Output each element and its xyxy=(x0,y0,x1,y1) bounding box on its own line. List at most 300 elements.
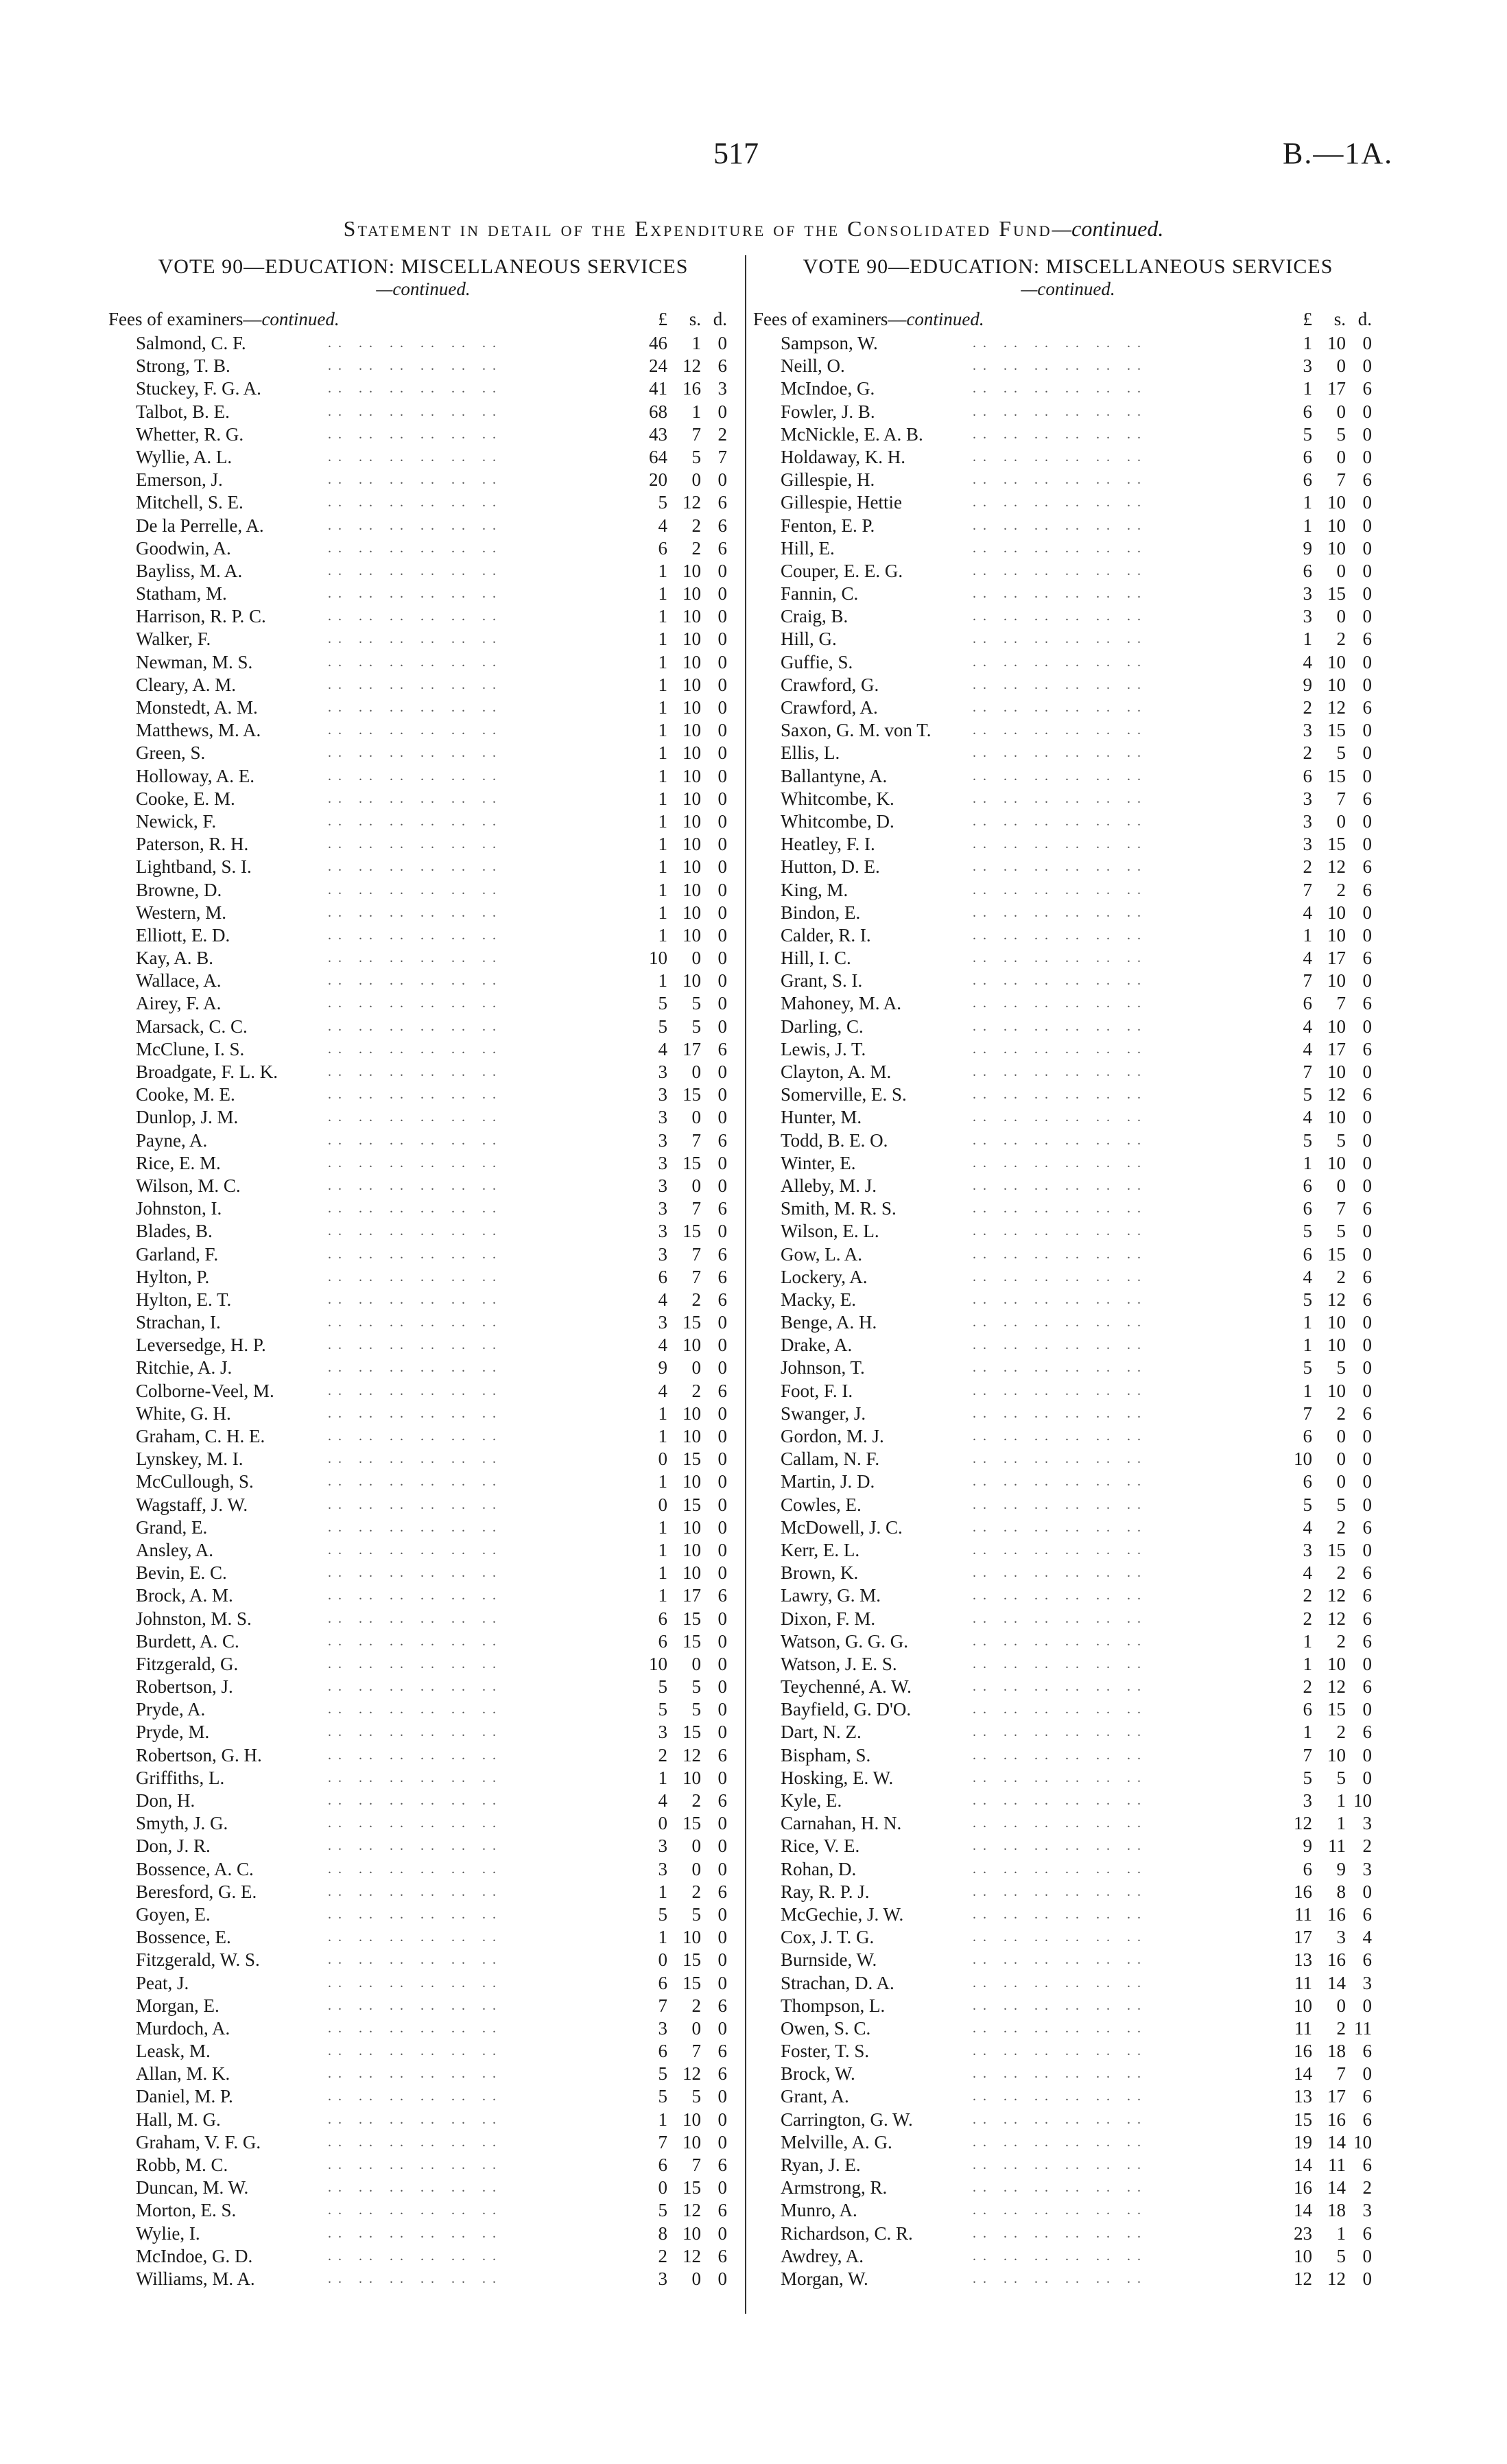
examiner-name: Calder, R. I. xyxy=(781,924,871,946)
amount-pounds: 3 xyxy=(658,1312,667,1333)
amount-shillings: 2 xyxy=(1336,1266,1346,1287)
amount-shillings: 15 xyxy=(1327,1243,1346,1265)
amount-pounds: 3 xyxy=(658,1221,667,1242)
amount-pounds: 1 xyxy=(658,788,667,809)
examiner-name: Rice, E. M. xyxy=(136,1152,221,1173)
leader-dots: .. .. .. .. .. .. xyxy=(328,904,503,920)
amount-pounds: 2 xyxy=(1303,1585,1312,1606)
amount-pounds: 2 xyxy=(658,1744,667,1765)
amount-pounds: 1 xyxy=(658,924,667,946)
amount-pounds: 0 xyxy=(658,1448,667,1470)
examiner-name: Awdrey, A. xyxy=(781,2245,864,2266)
amount-shillings: 12 xyxy=(1327,1289,1346,1310)
examiner-name: Kay, A. B. xyxy=(136,948,213,969)
examiner-name: Macky, E. xyxy=(781,1289,856,1310)
amount-pence: 6 xyxy=(1362,948,1372,969)
amount-pounds: 4 xyxy=(1303,1562,1312,1584)
leader-dots: .. .. .. .. .. .. xyxy=(973,1793,1148,1808)
table-row xyxy=(108,1744,738,1767)
leader-dots: .. .. .. .. .. .. xyxy=(328,1315,503,1330)
amount-pence: 10 xyxy=(1353,2131,1372,2152)
leader-dots: .. .. .. .. .. .. xyxy=(973,768,1148,784)
leader-dots: .. .. .. .. .. .. xyxy=(973,723,1148,738)
amount-shillings: 7 xyxy=(1336,993,1346,1014)
table-row xyxy=(108,2040,738,2063)
amount-pounds: 1 xyxy=(658,1585,667,1606)
amount-pence: 0 xyxy=(717,583,727,605)
amount-pounds: 4 xyxy=(1303,1016,1312,1037)
amount-pounds: 4 xyxy=(1303,1266,1312,1287)
table-row xyxy=(753,1220,1383,1243)
leader-dots: .. .. .. .. .. .. xyxy=(973,1997,1148,2013)
examiner-name: Alleby, M. J. xyxy=(781,1175,877,1196)
amount-shillings: 15 xyxy=(1327,1539,1346,1560)
examiner-name: Dart, N. Z. xyxy=(781,1722,862,1743)
examiner-name: Smyth, J. G. xyxy=(136,1813,228,1834)
leader-dots: .. .. .. .. .. .. xyxy=(973,517,1148,533)
leader-dots: .. .. .. .. .. .. xyxy=(973,1816,1148,1831)
leader-dots: .. .. .. .. .. .. xyxy=(973,2020,1148,2036)
amount-pence: 0 xyxy=(1362,1061,1372,1082)
examiner-name: Neill, O. xyxy=(781,355,845,377)
amount-pence: 0 xyxy=(717,1494,727,1515)
amount-shillings: 8 xyxy=(1336,1881,1346,1902)
amount-pence: 6 xyxy=(1362,1084,1372,1105)
leader-dots: .. .. .. .. .. .. xyxy=(328,1724,503,1740)
amount-shillings: 10 xyxy=(683,674,701,695)
amount-pence: 6 xyxy=(717,2245,727,2266)
table-row xyxy=(108,1562,738,1584)
amount-pounds: 5 xyxy=(658,1016,667,1037)
amount-pounds: 3 xyxy=(1303,583,1312,605)
amount-pence: 6 xyxy=(1362,2155,1372,2175)
leader-dots: .. .. .. .. .. .. xyxy=(328,677,503,692)
examiner-name: McIndoe, G. D. xyxy=(136,2245,253,2266)
amount-pounds: 5 xyxy=(1303,423,1312,445)
table-row xyxy=(753,469,1383,491)
leader-dots: .. .. .. .. .. .. xyxy=(328,586,503,602)
leader-dots: .. .. .. .. .. .. xyxy=(328,790,503,806)
leader-dots: .. .. .. .. .. .. xyxy=(328,1269,503,1284)
amount-shillings: 12 xyxy=(1327,697,1346,718)
leader-dots: .. .. .. .. .. .. xyxy=(973,1565,1148,1581)
leader-dots: .. .. .. .. .. .. xyxy=(973,2157,1148,2172)
examiner-name: Goodwin, A. xyxy=(136,537,231,559)
examiner-name: Winter, E. xyxy=(781,1152,856,1173)
amount-shillings: 10 xyxy=(683,1403,701,1424)
examiner-name: Allan, M. K. xyxy=(136,2063,230,2085)
leader-dots: .. .. .. .. .. .. xyxy=(973,336,1148,351)
amount-pounds: 3 xyxy=(658,1175,667,1196)
amount-shillings: 10 xyxy=(683,1539,701,1560)
amount-pounds: 19 xyxy=(1294,2131,1312,2152)
amount-pounds: 5 xyxy=(658,993,667,1014)
amount-shillings: 2 xyxy=(1336,1562,1346,1584)
examiner-name: Mitchell, S. E. xyxy=(136,492,244,513)
amount-shillings: 15 xyxy=(1327,720,1346,741)
amount-pounds: 1 xyxy=(1303,1335,1312,1356)
leader-dots: .. .. .. .. .. .. xyxy=(328,2180,503,2196)
page-number: 517 xyxy=(713,137,759,170)
amount-pence: 0 xyxy=(717,1813,727,1834)
amount-shillings: 10 xyxy=(683,1767,701,1788)
table-row xyxy=(753,1835,1383,1857)
examiner-name: Blades, B. xyxy=(136,1221,213,1242)
leader-dots: .. .. .. .. .. .. xyxy=(973,1588,1148,1604)
examiner-name: Daniel, M. P. xyxy=(136,2086,233,2107)
amount-pence: 0 xyxy=(717,810,727,832)
examiner-name: Brock, A. M. xyxy=(136,1585,233,1606)
leader-dots: .. .. .. .. .. .. xyxy=(973,1519,1148,1535)
amount-pounds: 1 xyxy=(658,583,667,605)
leader-dots: .. .. .. .. .. .. xyxy=(328,631,503,647)
amount-pence: 0 xyxy=(1362,355,1372,377)
amount-shillings: 15 xyxy=(683,1949,701,1971)
amount-pence: 6 xyxy=(717,1881,727,1902)
amount-pence: 6 xyxy=(717,1038,727,1059)
amount-shillings: 0 xyxy=(1336,1448,1346,1470)
leader-dots: .. .. .. .. .. .. xyxy=(328,1610,503,1626)
amount-shillings: 10 xyxy=(683,970,701,992)
amount-shillings: 10 xyxy=(683,1471,701,1492)
amount-pence: 0 xyxy=(1362,1448,1372,1470)
leader-dots: .. .. .. .. .. .. xyxy=(973,790,1148,806)
leader-dots: .. .. .. .. .. .. xyxy=(973,973,1148,989)
table-row xyxy=(753,2245,1383,2268)
amount-pence: 0 xyxy=(717,1357,727,1378)
table-row xyxy=(108,2154,738,2176)
amount-pence: 3 xyxy=(1362,1972,1372,1993)
amount-pounds: 6 xyxy=(1303,560,1312,581)
amount-pounds: 6 xyxy=(1303,1858,1312,1879)
amount-shillings: 0 xyxy=(691,948,701,969)
table-row xyxy=(753,1608,1383,1630)
amount-pounds: 1 xyxy=(658,1881,667,1902)
amount-shillings: 1 xyxy=(691,333,701,353)
table-row xyxy=(108,1858,738,1881)
amount-pounds: 6 xyxy=(1303,469,1312,491)
leader-dots: .. .. .. .. .. .. xyxy=(973,563,1148,578)
amount-pounds: 8 xyxy=(658,2222,667,2244)
table-row xyxy=(753,1380,1383,1403)
leader-dots: .. .. .. .. .. .. xyxy=(973,2111,1148,2127)
table-row xyxy=(753,1175,1383,1197)
amount-shillings: 12 xyxy=(683,355,701,377)
amount-pounds: 20 xyxy=(649,469,667,491)
amount-pounds: 3 xyxy=(658,1835,667,1857)
amount-pence: 0 xyxy=(717,1403,727,1424)
table-row xyxy=(753,1630,1383,1653)
table-row xyxy=(753,1038,1383,1061)
leader-dots: .. .. .. .. .. .. xyxy=(973,609,1148,624)
amount-pounds: 6 xyxy=(1303,1175,1312,1196)
leader-dots: .. .. .. .. .. .. xyxy=(973,631,1148,647)
amount-pounds: 41 xyxy=(649,378,667,399)
leader-dots: .. .. .. .. .. .. xyxy=(973,1747,1148,1763)
amount-pounds: 3 xyxy=(1303,834,1312,855)
leader-dots: .. .. .. .. .. .. xyxy=(328,2134,503,2150)
examiner-name: Cooke, E. M. xyxy=(136,788,235,809)
amount-pence: 0 xyxy=(1362,720,1372,741)
amount-pence: 6 xyxy=(1362,1289,1372,1310)
amount-shillings: 15 xyxy=(683,1722,701,1743)
leader-dots: .. .. .. .. .. .. xyxy=(328,381,503,397)
amount-shillings: 0 xyxy=(1336,446,1346,467)
amount-pounds: 5 xyxy=(658,1676,667,1698)
amount-pence: 0 xyxy=(1362,2268,1372,2289)
amount-pounds: 11 xyxy=(1294,1972,1312,1993)
examiner-name: Dunlop, J. M. xyxy=(136,1107,239,1128)
document-reference: B.—1A. xyxy=(1283,137,1394,170)
amount-pence: 6 xyxy=(1362,1516,1372,1538)
amount-shillings: 7 xyxy=(691,1198,701,1219)
table-row xyxy=(753,1516,1383,1539)
leader-dots: .. .. .. .. .. .. xyxy=(328,1291,503,1307)
leader-dots: .. .. .. .. .. .. xyxy=(973,1041,1148,1057)
leader-dots: .. .. .. .. .. .. xyxy=(973,1269,1148,1284)
amount-pence: 0 xyxy=(717,1471,727,1492)
leader-dots: .. .. .. .. .. .. xyxy=(328,768,503,784)
amount-pounds: 3 xyxy=(1303,355,1312,377)
table-row xyxy=(753,2154,1383,2176)
table-row xyxy=(108,1289,738,1311)
examiner-name: Fitzgerald, G. xyxy=(136,1653,239,1674)
amount-pence: 6 xyxy=(717,355,727,377)
table-row xyxy=(108,1972,738,1995)
amount-pounds: 1 xyxy=(658,720,667,741)
table-row xyxy=(108,1584,738,1607)
table-row xyxy=(753,1083,1383,1106)
amount-shillings: 12 xyxy=(683,2200,701,2221)
vote-continued: —continued. xyxy=(1021,279,1115,299)
amount-pence: 0 xyxy=(1362,1539,1372,1560)
amount-shillings: 1 xyxy=(691,401,701,422)
amount-shillings: 0 xyxy=(691,1175,701,1196)
amount-shillings: 12 xyxy=(683,2063,701,2085)
amount-pence: 6 xyxy=(1362,856,1372,878)
amount-pounds: 17 xyxy=(1294,1927,1312,1948)
table-row xyxy=(108,1061,738,1083)
table-row xyxy=(753,1403,1383,1425)
amount-pence: 0 xyxy=(1362,1312,1372,1333)
leader-dots: .. .. .. .. .. .. xyxy=(973,1770,1148,1785)
leader-dots: .. .. .. .. .. .. xyxy=(328,1177,503,1193)
examiner-name: Darling, C. xyxy=(781,1016,864,1037)
amount-pounds: 5 xyxy=(1303,1767,1312,1788)
examiner-name: Cox, J. T. G. xyxy=(781,1927,875,1948)
amount-pounds: 1 xyxy=(1303,1653,1312,1674)
amount-shillings: 5 xyxy=(691,993,701,1014)
amount-pence: 0 xyxy=(1362,674,1372,695)
amount-shillings: 2 xyxy=(691,1881,701,1902)
leader-dots: .. .. .. .. .. .. xyxy=(328,882,503,897)
table-row xyxy=(753,1106,1383,1129)
table-row xyxy=(753,2199,1383,2222)
leader-dots: .. .. .. .. .. .. xyxy=(328,2157,503,2172)
amount-pence: 0 xyxy=(1362,651,1372,672)
amount-pence: 0 xyxy=(1362,1699,1372,1720)
table-row xyxy=(753,1767,1383,1790)
table-row xyxy=(753,924,1383,947)
examiner-name: Kyle, E. xyxy=(781,1790,842,1811)
table-row xyxy=(108,947,738,970)
table-row xyxy=(108,1835,738,1857)
vote-heading: VOTE 90—EDUCATION: MISCELLANEOUS SERVICES xyxy=(158,255,689,278)
table-row xyxy=(108,1243,738,1266)
amount-pence: 6 xyxy=(1362,1676,1372,1698)
amount-shillings: 7 xyxy=(691,1243,701,1265)
examiner-name: Wyllie, A. L. xyxy=(136,446,233,467)
amount-shillings: 14 xyxy=(1327,2177,1346,2198)
amount-shillings: 10 xyxy=(683,856,701,878)
amount-shillings: 7 xyxy=(1336,469,1346,491)
leader-dots: .. .. .. .. .. .. xyxy=(973,1610,1148,1626)
examiner-name: Elliott, E. D. xyxy=(136,924,230,946)
shillings-header: s. xyxy=(689,309,701,329)
leader-dots: .. .. .. .. .. .. xyxy=(328,1429,503,1444)
table-row xyxy=(108,332,738,355)
table-row xyxy=(753,1129,1383,1152)
amount-shillings: 0 xyxy=(691,1107,701,1128)
amount-pence: 0 xyxy=(717,1972,727,1993)
amount-pounds: 0 xyxy=(658,1813,667,1834)
amount-pence: 6 xyxy=(717,515,727,536)
pence-header: d. xyxy=(713,309,727,329)
examiner-name: Gow, L. A. xyxy=(781,1243,862,1265)
amount-shillings: 10 xyxy=(683,788,701,809)
amount-shillings: 10 xyxy=(683,1562,701,1584)
table-row xyxy=(108,2245,738,2268)
amount-pence: 0 xyxy=(717,560,727,581)
table-row xyxy=(753,1584,1383,1607)
amount-shillings: 15 xyxy=(683,1972,701,1993)
leader-dots: .. .. .. .. .. .. xyxy=(973,1975,1148,1991)
leader-dots: .. .. .. .. .. .. xyxy=(328,1337,503,1353)
leader-dots: .. .. .. .. .. .. xyxy=(973,2089,1148,2104)
examiner-name: McDowell, J. C. xyxy=(781,1516,903,1538)
examiner-name: Lawry, G. M. xyxy=(781,1585,881,1606)
leader-dots: .. .. .. .. .. .. xyxy=(328,1770,503,1785)
amount-pounds: 64 xyxy=(649,446,667,467)
leader-dots: .. .. .. .. .. .. xyxy=(973,654,1148,670)
leader-dots: .. .. .. .. .. .. xyxy=(328,1747,503,1763)
amount-shillings: 0 xyxy=(1336,560,1346,581)
amount-shillings: 0 xyxy=(1336,606,1346,627)
amount-pounds: 6 xyxy=(658,2155,667,2175)
table-row xyxy=(753,355,1383,377)
amount-pounds: 6 xyxy=(658,1266,667,1287)
amount-pence: 0 xyxy=(1362,1335,1372,1356)
amount-pounds: 6 xyxy=(658,537,667,559)
leader-dots: .. .. .. .. .. .. xyxy=(973,2043,1148,2059)
amount-pence: 0 xyxy=(717,765,727,786)
amount-pence: 0 xyxy=(717,606,727,627)
table-row xyxy=(753,1494,1383,1516)
amount-pounds: 3 xyxy=(658,1129,667,1151)
amount-shillings: 2 xyxy=(691,1995,701,2016)
table-row xyxy=(753,1744,1383,1767)
table-row xyxy=(108,1220,738,1243)
amount-pence: 10 xyxy=(1353,1790,1372,1811)
amount-pence: 0 xyxy=(717,1084,727,1105)
examiner-name: Ritchie, A. J. xyxy=(136,1357,233,1378)
amount-pence: 0 xyxy=(1362,1494,1372,1515)
examiner-name: Melville, A. G. xyxy=(781,2131,892,2152)
examiner-name: Gordon, M. J. xyxy=(781,1426,884,1446)
amount-pounds: 3 xyxy=(658,2017,667,2039)
amount-shillings: 1 xyxy=(1336,1790,1346,1811)
amount-shillings: 10 xyxy=(1327,674,1346,695)
table-row xyxy=(753,947,1383,970)
leader-dots: .. .. .. .. .. .. xyxy=(328,1474,503,1490)
leader-dots: .. .. .. .. .. .. xyxy=(328,449,503,465)
leader-dots: .. .. .. .. .. .. xyxy=(328,859,503,875)
amount-pounds: 2 xyxy=(1303,1608,1312,1629)
amount-pence: 0 xyxy=(1362,1016,1372,1037)
examiner-name: Burnside, W. xyxy=(781,1949,877,1971)
amount-shillings: 12 xyxy=(683,2245,701,2266)
examiner-name: Benge, A. H. xyxy=(781,1312,877,1333)
amount-pence: 0 xyxy=(717,2086,727,2107)
examiner-name: Clayton, A. M. xyxy=(781,1061,892,1082)
leader-dots: .. .. .. .. .. .. xyxy=(328,2089,503,2104)
amount-pence: 0 xyxy=(717,948,727,969)
leader-dots: .. .. .. .. .. .. xyxy=(973,1838,1148,1854)
leader-dots: .. .. .. .. .. .. xyxy=(328,1201,503,1217)
leader-dots: .. .. .. .. .. .. xyxy=(973,1429,1148,1444)
table-row xyxy=(108,1038,738,1061)
leader-dots: .. .. .. .. .. .. xyxy=(973,1405,1148,1421)
leader-dots: .. .. .. .. .. .. xyxy=(973,1633,1148,1649)
leader-dots: .. .. .. .. .. .. xyxy=(328,2020,503,2036)
examiner-name: McGechie, J. W. xyxy=(781,1903,904,1925)
examiner-name: Graham, V. F. G. xyxy=(136,2131,261,2152)
examiner-name: Fitzgerald, W. S. xyxy=(136,1949,260,1971)
amount-pence: 6 xyxy=(1362,1562,1372,1584)
leader-dots: .. .. .. .. .. .. xyxy=(328,2225,503,2241)
amount-shillings: 5 xyxy=(691,1676,701,1698)
leader-dots: .. .. .. .. .. .. xyxy=(973,472,1148,488)
table-row xyxy=(753,1448,1383,1470)
table-row xyxy=(108,1881,738,1903)
amount-pounds: 4 xyxy=(1303,902,1312,923)
amount-pounds: 1 xyxy=(658,2109,667,2130)
leader-dots: .. .. .. .. .. .. xyxy=(328,403,503,419)
examiner-name: Morgan, W. xyxy=(781,2268,868,2289)
amount-pence: 0 xyxy=(1362,1767,1372,1788)
examiner-name: Lynskey, M. I. xyxy=(136,1448,244,1470)
amount-shillings: 12 xyxy=(683,492,701,513)
table-row xyxy=(108,1812,738,1835)
amount-shillings: 10 xyxy=(683,834,701,855)
amount-shillings: 10 xyxy=(1327,1380,1346,1401)
leader-dots: .. .. .. .. .. .. xyxy=(328,1542,503,1558)
table-row xyxy=(753,583,1383,605)
amount-pounds: 1 xyxy=(1303,333,1312,353)
amount-pence: 0 xyxy=(1362,902,1372,923)
amount-pence: 0 xyxy=(717,1312,727,1333)
amount-pounds: 1 xyxy=(658,1539,667,1560)
examiner-name: Hill, G. xyxy=(781,629,837,650)
amount-pence: 6 xyxy=(717,1266,727,1287)
amount-pounds: 10 xyxy=(649,948,667,969)
examiner-name: Johnston, I. xyxy=(136,1198,222,1219)
leader-dots: .. .. .. .. .. .. xyxy=(973,677,1148,692)
section-label: Fees of examiners—continued. xyxy=(108,309,340,329)
examiner-name: Rohan, D. xyxy=(781,1858,857,1879)
amount-pounds: 12 xyxy=(1294,2268,1312,2289)
amount-pounds: 5 xyxy=(658,2200,667,2221)
